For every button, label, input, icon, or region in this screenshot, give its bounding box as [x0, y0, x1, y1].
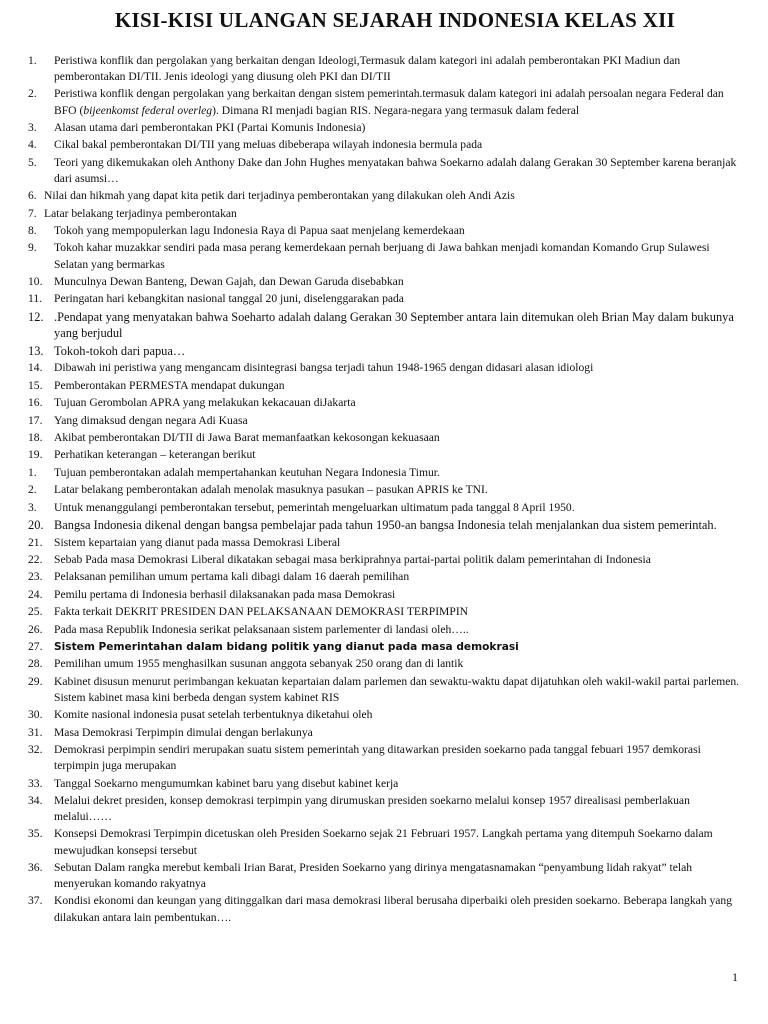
item-number: 35. — [28, 827, 43, 841]
item-text: Pada masa Republik Indonesia serikat pelaksanaan sistem parlementer di landasi oleh….. — [54, 622, 469, 636]
list-item — [0, 587, 768, 603]
page-number: 1 — [732, 970, 738, 984]
list-item — [0, 622, 768, 638]
item-number: 27. — [28, 640, 43, 654]
item-number: 28. — [28, 657, 43, 671]
list-item — [0, 86, 768, 118]
list-item — [0, 309, 768, 342]
item-text: Munculnya Dewan Banteng, Dewan Gajah, dan Dewan Garuda disebabkan — [54, 274, 404, 288]
item-text: Komite nasional indonesia pusat setelah terbentuknya diketahui oleh — [54, 708, 373, 722]
list-item — [0, 360, 768, 376]
list-item — [0, 447, 768, 463]
item-text: Konsepsi Demokrasi Terpimpin dicetuskan oleh Presiden Soekarno sejak 21 Februari 1957. Langkah pertama yang ditempuh Soekarno dalam mewujudkan konsepsi tersebut — [54, 827, 713, 857]
item-number: 7. — [28, 206, 37, 220]
list-item — [0, 742, 768, 774]
list-item — [0, 137, 768, 153]
list-item — [0, 155, 768, 187]
list-item — [0, 517, 768, 533]
item-text: Tokoh kahar muzakkar sendiri pada masa perang kemerdekaan pernah berjuang di Jawa bahkan menjadi komandan Komando Grup Sulawesi Selatan yang bermarkas — [54, 241, 710, 271]
item-number: 1. — [28, 465, 37, 479]
page-title: KISI-KISI ULANGAN SEJARAH INDONESIA KELAS XII — [114, 8, 676, 32]
item-text: Sistem Pemerintahan dalam bidang politik yang dianut pada masa demokrasi — [54, 641, 519, 654]
list-item — [0, 378, 768, 394]
item-number: 37. — [28, 894, 43, 908]
list-item — [0, 639, 768, 655]
list-item — [0, 776, 768, 792]
list-item — [0, 826, 768, 858]
item-number: 2. — [28, 87, 37, 101]
item-number: 2. — [28, 483, 37, 497]
list-item — [0, 274, 768, 290]
list-item — [0, 552, 768, 568]
item-text: Sebutan Dalam rangka merebut kembali Irian Barat, Presiden Soekarno yang dirinya mengatasnamakan “penyambung lidah rakyat” telah menyerukan komando rakyatnya — [54, 860, 693, 891]
item-number: 31. — [28, 725, 43, 739]
list-item — [0, 535, 768, 551]
item-text: Tokoh-tokoh dari papua… — [54, 343, 186, 358]
item-text: Yang dimaksud dengan negara Adi Kuasa — [54, 413, 248, 427]
item-number: 1. — [28, 54, 37, 67]
item-text: Dibawah ini peristiwa yang mengancam disintegrasi bangsa terjadi tahun 1948-1965 dengan didasari alasan idiologi — [54, 361, 594, 375]
item-text: ). Dimana RI menjadi bagian RIS. Negara-negara yang termasuk dalam federal — [212, 103, 580, 117]
list-item — [0, 500, 768, 516]
item-text: Pelaksanan pemilihan umum pertama kali dibagi dalam 16 daerah pemilihan — [54, 570, 410, 584]
item-number: 34. — [28, 793, 43, 807]
item-number: 30. — [28, 708, 43, 722]
list-item — [0, 206, 768, 222]
item-text: Pemilu pertama di Indonesia berhasil dilaksanakan pada masa Demokrasi — [54, 587, 396, 601]
item-text: Tujuan pemberontakan adalah mempertahankan keutuhan Negara Indonesia Timur. — [54, 465, 440, 479]
list-item — [0, 188, 768, 204]
list-item — [0, 343, 768, 359]
item-number: 13. — [28, 343, 44, 358]
item-number: 17. — [28, 413, 43, 427]
list-item — [0, 674, 768, 706]
list-item — [0, 793, 768, 825]
item-text: Kondisi ekonomi dan keungan yang ditinggalkan dari masa demokrasi liberal berusaha diperbaiki oleh presiden soekarno. Beberapa langkah yang dilakukan antara lain pembentukan…. — [54, 894, 733, 924]
item-number: 18. — [28, 431, 43, 445]
item-number: 36. — [28, 860, 43, 874]
item-text: Latar belakang pemberontakan adalah menolak masuknya pasukan – pasukan APRIS ke TNI. — [54, 483, 488, 497]
item-number: 9. — [28, 241, 37, 255]
item-text: Pemberontakan PERMESTA mendapat dukungan — [54, 378, 285, 392]
item-text: Sistem kepartaian yang dianut pada massa Demokrasi Liberal — [54, 535, 341, 549]
item-text: Tujuan Gerombolan APRA yang melakukan kekacauan diJakarta — [54, 396, 356, 410]
list-item — [0, 413, 768, 429]
item-number: 3. — [28, 120, 37, 134]
list-item — [0, 291, 768, 307]
item-number: 5. — [28, 155, 37, 169]
item-number: 14. — [28, 361, 43, 375]
item-text: Tanggal Soekarno mengumumkan kabinet baru yang disebut kabinet kerja — [54, 776, 399, 790]
list-item — [0, 707, 768, 723]
item-text: Kabinet disusun menurut perimbangan kekuatan kepartaian dalam parlemen dan sewaktu-waktu dapat dijatuhkan oleh wakil-wakil partai parlemen. Sistem kabinet masa kini berbeda dengan system kabinet RIS — [54, 674, 740, 704]
item-number: 25. — [28, 605, 43, 619]
item-text: Latar belakang terjadinya pemberontakan — [44, 206, 237, 220]
item-text: Teori yang dikemukakan oleh Anthony Dake dan John Hughes menyatakan bahwa Soekarno adalah dalang Gerakan 30 September karena beranjak dari asumsi… — [54, 155, 737, 185]
list-item — [0, 604, 768, 620]
item-text: Melalui dekret presiden, konsep demokrasi terpimpin yang dirumuskan presiden soekarno melalui konsep 1957 direalisasi pemberlakuan melalui…… — [54, 793, 690, 824]
item-text-italic: bijeenkomst federal overleg — [83, 103, 213, 117]
item-text: Sebab Pada masa Demokrasi Liberal dikatakan sebagai masa berkiprahnya partai-partai politik dalam pemerintahan di Indonesia — [54, 553, 651, 567]
list-item — [0, 53, 768, 85]
item-number: 6. — [28, 189, 37, 203]
item-text: Akibat pemberontakan DI/TII di Jawa Barat memanfaatkan kekosongan kekuasaan — [54, 431, 440, 445]
item-number: 15. — [28, 378, 43, 392]
item-number: 21. — [28, 535, 43, 549]
item-text: Pemilihan umum 1955 menghasilkan susunan anggota sebanyak 250 orang dan di lantik — [54, 657, 464, 671]
list-item — [0, 893, 768, 925]
list-item — [0, 656, 768, 672]
item-number: 32. — [28, 743, 43, 757]
item-number: 12. — [28, 309, 44, 324]
item-text: Alasan utama dari pemberontakan PKI (Partai Komunis Indonesia) — [54, 120, 366, 134]
item-number: 33. — [28, 776, 43, 790]
item-number: 4. — [28, 138, 37, 152]
question-list — [0, 53, 768, 927]
item-text: .Pendapat yang menyatakan bahwa Soeharto adalah dalang Gerakan 30 September antara lain ditemukan oleh Brian May dalam bukunya yang berjudul — [54, 309, 734, 341]
item-number: 26. — [28, 622, 43, 636]
item-text: Untuk menanggulangi pemberontakan tersebut, pemerintah mengeluarkan ultimatum pada tanggal 8 April 1950. — [54, 500, 575, 514]
item-number: 11. — [28, 292, 43, 306]
item-number: 16. — [28, 396, 43, 410]
list-item — [0, 482, 768, 498]
item-number: 20. — [28, 518, 44, 532]
list-item — [0, 860, 768, 892]
item-number: 29. — [28, 674, 43, 688]
item-text: Fakta terkait DEKRIT PRESIDEN DAN PELAKSANAAN DEMOKRASI TERPIMPIN — [54, 605, 469, 619]
list-item — [0, 569, 768, 585]
item-number: 3. — [28, 500, 37, 514]
item-number: 23. — [28, 570, 43, 584]
item-text: Perhatikan keterangan – keterangan berikut — [54, 448, 256, 462]
item-text: Masa Demokrasi Terpimpin dimulai dengan berlakunya — [54, 725, 313, 739]
item-number: 8. — [28, 224, 37, 238]
item-text: Nilai dan hikmah yang dapat kita petik dari terjadinya pemberontakan yang dilakukan oleh Andi Azis — [44, 189, 515, 203]
item-number: 22. — [28, 553, 43, 567]
list-item — [0, 240, 768, 272]
item-number: 10. — [28, 274, 43, 288]
list-item — [0, 725, 768, 741]
item-text: Bangsa Indonesia dikenal dengan bangsa pembelajar pada tahun 1950-an bangsa Indonesia telah menjalankan dua sistem pemerintah. — [54, 518, 717, 532]
list-item — [0, 430, 768, 446]
list-item — [0, 395, 768, 411]
item-number: 24. — [28, 587, 43, 601]
list-item — [0, 223, 768, 239]
item-text: Peristiwa konflik dengan pergolakan yang berkaitan dengan sistem pemerintah.termasuk dalam kategori ini adalah persoalan negara Federal dan BFO ( — [54, 87, 724, 117]
list-item — [0, 120, 768, 136]
item-number: 19. — [28, 448, 43, 462]
item-text: Tokoh yang mempopulerkan lagu Indonesia Raya di Papua saat menjelang kemerdekaan — [54, 224, 465, 238]
list-item — [0, 465, 768, 481]
item-text: Peringatan hari kebangkitan nasional tanggal 20 juni, diselenggarakan pada — [54, 292, 404, 306]
item-text: Peristiwa konflik dan pergolakan yang berkaitan dengan Ideologi,Termasuk dalam kategori ini adalah pemberontakan PKI Madiun dan pemberontakan DI/TII. Jenis ideologi yang diusung oleh PKI dan DI/TII — [54, 54, 681, 84]
item-text: Demokrasi perpimpin sendiri merupakan suatu sistem pemerintah yang ditawarkan presiden soekarno pada tanggal febuari 1957 demkorasi terpimpin juga merupakan — [54, 743, 701, 773]
item-text: Cikal bakal pemberontakan DI/TII yang meluas dibeberapa wilayah indonesia bermula pada — [54, 138, 483, 152]
